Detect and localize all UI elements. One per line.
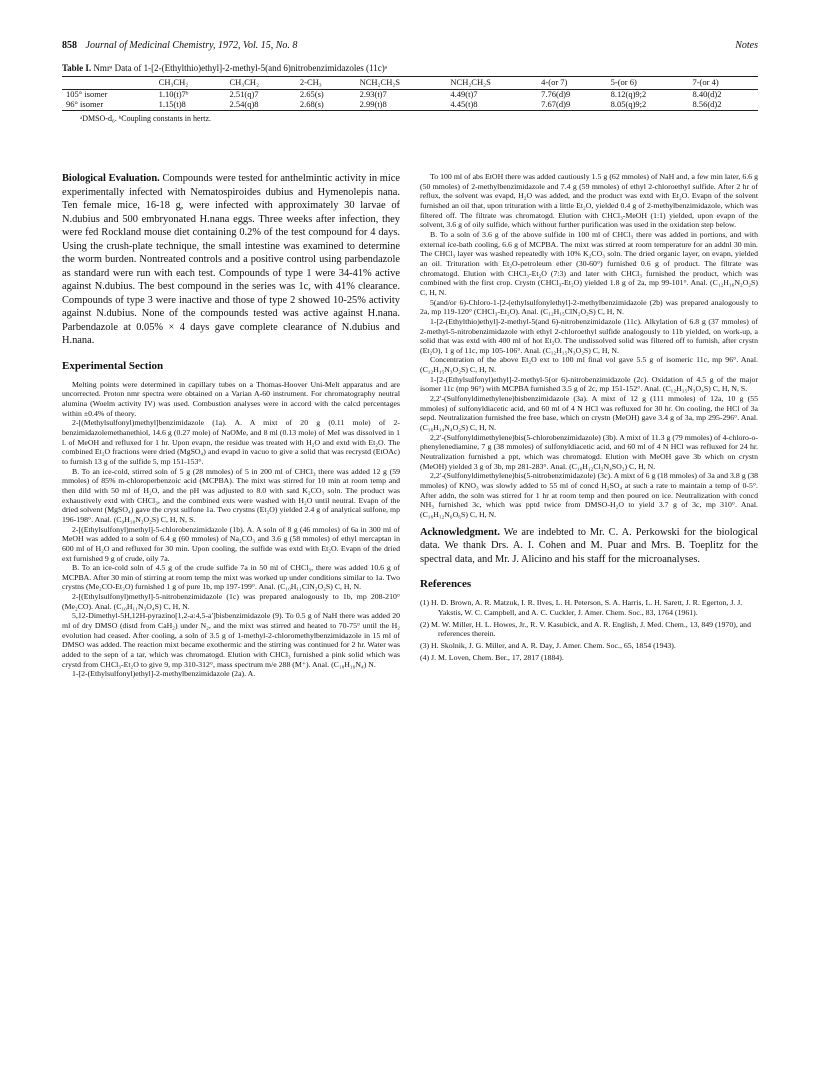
table-header-cell: 7-(or 4): [688, 77, 758, 90]
left-column: [62, 172, 400, 679]
acknowledgment-heading: Acknowledgment.: [420, 526, 500, 538]
table-cell: 2.65(s): [299, 88, 324, 99]
table-cell: 2.99(t)8: [356, 100, 447, 111]
experimental-paragraph: 2-[(Methylsulfonyl)methyl]benzimidazole (1a). A. A mixt of 20 g (0.11 mole) of 2-benzimidazolemethanethiol, 14.6 g (0.27 mole) of NaOMe, and 8 ml (0.13 mole) of MeI was dissolved in 1 l. of MeOH and refluxed for 1 hr. Upon evapn, the residue was treated with H₂O and extd with Et₂O. The combined Et₂O fractions were dried (MgSO₄) and evapd in vacuo to give a solid that was recrystd (EtOAc) to furnish 13 g of the sulfide 5, mp 151-153°.: [62, 418, 400, 466]
experimental-paragraph: 5,12-Dimethyl-5H,12H-pyrazino[1,2-a:4,5-a′]bisbenzimidazole (9). To 0.5 g of NaH there was added 20 ml of dry DMSO (distd from CaH₂) under N₂, and the mixt was stirred and heated to 70-75° until the H₂ evolution had ceased. After cooling, a soln of 3.5 g of 1-methyl-2-chloromethylbenzimidazole in 15 ml of DMSO was added. The reaction mixt became exothermic and the stirring was continued for 2 hr. Water was added to the sepn of a tar, which was chromatogd. Elution with CHCl₃ furnished a pink solid which was crystd from CHCl₃-Et₂O to give 9, mp 310-312°, mass spectrum m/e 288 (M⁺). Anal. (C₁₈H₁₆N₄) N.: [62, 611, 400, 669]
biological-evaluation-heading: Biological Evaluation.: [62, 173, 160, 184]
page: [62, 40, 758, 679]
acknowledgment-text: We are indebted to Mr. C. A. Perkowski for the biological data. We thank Drs. A. I. Cohen and M. Puar and Mrs. B. Toeplitz for the spectral data, and Mr. J. Alicino and his staff for the microanalyses.: [420, 526, 758, 565]
table-row: [62, 100, 758, 111]
experimental-paragraph: B. To a soln of 3.6 g of the above sulfide in 100 ml of CHCl₃ there was added in portions, and with external ice-bath cooling, 6.6 g of MCPBA. The mixt was stirred at room temperature for an addnl 30 min. The CHCl₃ layer was washed repeatedly with 10% K₂CO₃ soln. The dried organic layer, on evapn, yielded an oil. Trituration with Et₂O-petroleum ether (30-60°) furnished 0.6 g of product. The filtrate was chromatogd. Elution with CHCl₃-Et₂O (7:3) and later with CHCl₃ furnished the product, which was combined with the first crop. Crystn (CHCl₃-Et₂O) yielded 1.8 g of 2a, mp 99-101°. Anal. (C₁₂H₁₆N₂O₂S) C, H, N.: [420, 229, 758, 297]
table-header-cell: NCH₂CH₂S: [356, 77, 447, 90]
table-caption: [62, 63, 758, 73]
experimental-paragraph: 2-[(Ethylsulfonyl)methyl]-5-chlorobenzimidazole (1b). A. A soln of 8 g (46 mmoles) of 6a in 300 ml of MeOH was added to a soln of 6.4 g (60 mmoles) of Na₂CO₃ and 3.6 g (58 mmoles) of ethyl mercaptan in 600 ml of H₂O and refluxed for 30 min. Upon cooling, the sulfide was extd with Et₂O. Evapn of the dried ext furnished 9 g of crude, oily 7a.: [62, 524, 400, 563]
table-cell: 4.49(t)7: [450, 88, 478, 99]
table-header-cell: 4-(or 7): [537, 77, 606, 90]
experimental-right-paragraphs: [420, 172, 758, 520]
experimental-paragraph: Melting points were determined in capillary tubes on a Thomas-Hoover Uni-Melt apparatus and are uncorrected. Proton nmr spectra were obtained on a Varian A-60 instrument. For chromatography neutral alumina (Woelm activity IV) was used. Combustion analyses were in accord with the calcd percentages within ±0.4% of theory.: [62, 379, 400, 418]
table-cell: 2.54(q)8: [225, 100, 295, 111]
table-cell: 2.93(t)7: [359, 88, 387, 99]
experimental-paragraph: B. To an ice-cold, stirred soln of 5 g (28 mmoles) of 5 in 200 ml of CHCl₃ there was added 12 g (59 mmoles) of 85% m-chloroperbenzoic acid (MCPBA). The mixt was stirred for 10 min at room temp and then dild with 50 ml of H₂O, and the pH was adjusted to 8.0 with satd K₂CO₃ soln. The product was exhaustively extd with CHCl₃, and the combined exts were washed with H₂O until neutral. Evapn of the dried solvent (MgSO₄) gave the cryst sulfone 1a. Two crystns (Et₂O) yielded 2.4 g of analytical sulfone, mp 196-198°. Anal. (C₉H₁₀N₂O₂S) C, H, N, S.: [62, 466, 400, 524]
table-row: [62, 89, 758, 99]
table-label: Table I.: [62, 63, 92, 73]
reference-item: (3) H. Skolnik, J. G. Miller, and A. R. Day, J. Amer. Chem. Soc., 65, 1854 (1943).: [420, 641, 676, 651]
table-header-cell: CH₃CH₂: [155, 77, 226, 90]
table-title: Nmrᵃ Data of 1-[2-(Ethylthio)ethyl]-2-methyl-5(and 6)nitrobenzimidazoles (11c)ᵃ: [93, 63, 388, 73]
table-cell: 4.45(t)8: [446, 100, 537, 111]
experimental-heading: Experimental Section: [62, 359, 164, 372]
experimental-paragraph: 1-[2-(Ethylthio)ethyl]-2-methyl-5(and 6)-nitrobenzimidazole (11c). Alkylation of 6.8 g (37 mmoles) of 2-methyl-5-nitrobenzimidazole with ethyl 2-chloroethyl sulfide analogously to 11b yielded, on work-up, a solid that was extd with 400 ml of hot Et₂O. The undissolved solid was filtered off to furnish, after crystn (Et₂O), 1 g of 11c, mp 105-106°. Anal. (C₁₂H₁₅N₃O₂S) C, H, N.: [420, 316, 758, 355]
table-cell: 105° isomer: [66, 88, 108, 99]
reference-item: (4) J. M. Loven, Chem. Ber., 17, 2817 (1884).: [420, 652, 564, 662]
table-header-cell: 2-CH₃: [296, 77, 356, 90]
table-cell: 1.15(t)8: [155, 100, 226, 111]
experimental-paragraph: 1-[2-(Ethylsulfonyl)ethyl]-2-methylbenzimidazole (2a). A.: [72, 669, 256, 679]
table-header-cell: CH₃CH₂: [225, 77, 295, 90]
reference-item: (1) H. D. Brown, A. R. Matzuk, I. R. Ilves, L. H. Peterson, S. A. Harris, L. H. Sarett, J. R. Egerton, J. J. Yakstis, W. C. Campbell, and A. C. Cuckler, J. Amer. Chem. Soc., 83, 1764 (1961).: [420, 598, 743, 617]
table-cell: 7.67(d)9: [537, 100, 606, 111]
table-cell: 1.10(t)7ᵇ: [158, 88, 189, 99]
biological-evaluation: [62, 172, 400, 348]
running-head-left: [62, 40, 297, 51]
references-heading: References: [420, 578, 472, 591]
section-label: Notes: [735, 40, 758, 51]
experimental-paragraph: 2,2′-(Sulfonyldimethylene)bis(5-chlorobenzimidazole) (3b). A mixt of 11.3 g (79 mmoles) of 4-chloro-o-phenylenediamine, 7 g (38 mmoles) of sulfonyldiacetic acid, and 60 ml of 4 N HCl was refluxed for 24 hr. Neutralization furnished a ppt, which was chromatogd. Elution with MeOH gave 3b which on crystn (MeOH) yielded 3 g of 3b, mp 281-283°. Anal. (C₁₆H₁₂Cl₂N₄SO₂) C, H, N.: [420, 432, 758, 471]
experimental-paragraph: Concentration of the above Et₂O ext to 100 ml final vol gave 5.5 g of isomeric 11c, mp 96°. Anal. (C₁₂H₁₅N₃O₂S) C, H, N.: [420, 355, 758, 375]
two-column-body: [62, 172, 758, 1052]
table-cell: 8.40(d)2: [692, 88, 722, 99]
biological-evaluation-text: Compounds were tested for anthelmintic activity in mice experimentally infected with Nematospiroides dubius and Hymenolepis nana. Ten female mice, 16-18 g, were infected with approximately 30 larvae of N.dubius and 500 embryonated H.nana eggs. Three weeks after infection, they were fed Rockland mouse diet containing 0.2% of the test compound for 4 days. Using the crush-plate technique, the small intestine was examined to determine the worm burden. Nontreated controls and a positive control using parbendazole as standard were run with each test. Compounds of type 1 were 34-41% active against N.dubius. The best compound in the series was 1c, with 41% clearance. Compounds of type 3 were inactive and those of type 2 showed 10-25% activity against N.dubius. None of the compounds tested was active against H.nana. Parbendazole at 0.05% × 4 days gave complete clearance of N.dubius and H.nana.: [62, 173, 400, 347]
experimental-paragraph: 5(and/or 6)-Chloro-1-[2-(ethylsulfonylethyl]-2-methylbenzimidazole (2b) was prepared analogously to 2a, mp 119-120° (CHCl₃-Et₂O). Anal. (C₁₂H₁₅ClN₂O₂S) C, H, N.: [420, 297, 758, 317]
table-cell: 7.76(d)9: [541, 88, 571, 99]
table-header-cell: NCH₂CH₂S: [446, 77, 537, 90]
table-cell: 8.05(q)9;2: [607, 100, 689, 111]
journal-citation: Journal of Medicinal Chemistry, 1972, Vol. 15, No. 8: [85, 40, 298, 51]
table-cell: 2.68(s): [296, 100, 356, 111]
references-list: [420, 598, 758, 662]
experimental-paragraph: To 100 ml of abs EtOH there was added cautiously 1.5 g (62 mmoles) of NaH and, a few min later, 6.6 g (50 mmoles) of 2-methylbenzimidazole and 7.4 g (59 mmoles) of ethyl 2-chloroethyl sulfide. After 2 hr of reflux, the solvent was evapd, H₂O was added, and the product was extd with Et₂O. Evapn of the solvent furnished an oil that, upon trituration with a little Et₂O, yielded 0.4 g of 2-methylbenzimidazole, which was filtered off. The filtrate was chromatogd. Elution with CHCl₃-MeOH (1:1) yielded, upon evapn of the solvent, 3.6 g of oily sulfide, which without further purification was used in the oxidation step below.: [420, 172, 758, 230]
experimental-paragraph: 1-[2-(Ethylsulfonyl)ethyl]-2-methyl-5(or 6)-nitrobenzimidazole (2c). Oxidation of 4.5 g of the major isomer 11c (mp 96°) with MCPBA furnished 3.5 g of 2c, mp 151-152°. Anal. (C₁₂H₁₅N₃O₄S) C, H, N, S.: [420, 374, 758, 394]
running-head: [62, 40, 758, 51]
page-number: 858: [62, 40, 77, 51]
right-column: [420, 172, 758, 665]
experimental-paragraph: 2,2′-(Sulfonyldimethylene)bis(5-nitrobenzimidazole) (3c). A mixt of 6 g (18 mmoles) of 3a and 3.8 g (38 mmoles) of KNO₃ was slowly added to 55 ml of concd H₂SO₄ at such a rate to maintain a temp of 0-5°. After addn, the soln was stirred for 1 hr at room temp and then poured on ice. Neutralization with concd NH₃ furnished 3c, which was pptd twice from DMSO-H₂O to yield 3.7 g of 3c, mp 310°. Anal. (C₁₆H₁₂N₆O₆S) C, H, N.: [420, 471, 758, 519]
table-body: [62, 89, 758, 111]
table-header-cell: 5-(or 6): [607, 77, 689, 90]
experimental-paragraph: B. To an ice-cold soln of 4.5 g of the crude sulfide 7a in 50 ml of CHCl₃, there was added 10.6 g of MCPBA. After 30 min of stirring at room temp the mixt was worked up under conditions similar to 1a. Two crystns (Me₂CO-Et₂O) furnished 1 g of pure 1b, mp 197-199°. Anal. (C₁₀H₁₁ClN₂O₂S) C, H, N.: [62, 563, 400, 592]
table-cell: 8.12(q)9;2: [610, 88, 647, 99]
table-cell: 96° isomer: [62, 100, 155, 111]
acknowledgment: [420, 526, 758, 567]
experimental-paragraph: 2,2′-(Sulfonyldimethylene)bisbenzimidazole (3a). A mixt of 12 g (111 mmoles) of 12a, 10 g (55 mmoles) of sulfonyldiacetic acid, and 60 ml of 4 N HCl was refluxed for 30 hr. On cooling, the HCl of 3a sepd. Neutralization furnished the free base, which on crystn (MeOH) gave 3.4 g of 3a, mp 295-296°. Anal. (C₁₆H₁₄N₄O₂S) C, H, N.: [420, 394, 758, 433]
experimental-paragraph: 2-[(Ethylsulfonyl)methyl]-5-nitrobenzimidazole (1c) was prepared analogously to 1b, mp 208-210° (Me₂CO). Anal. (C₁₀H₁₁N₃O₄S) C, H, N.: [62, 592, 400, 611]
reference-item: (2) M. W. Miller, H. L. Howes, Jr., R. V. Kasubick, and A. R. English, J. Med. Chem., 13, 849 (1970), and references therein.: [420, 619, 751, 639]
table-header-cell: [62, 77, 155, 90]
table-footnote: ᵃDMSO-d₆. ᵇCoupling constants in hertz.: [80, 114, 211, 124]
table-cell: 2.51(q)7: [229, 88, 259, 99]
table-cell: 8.56(d)2: [688, 100, 758, 111]
experimental-left-paragraphs: [62, 380, 400, 679]
table-header-row: [62, 77, 758, 90]
nmr-table: [62, 76, 758, 111]
